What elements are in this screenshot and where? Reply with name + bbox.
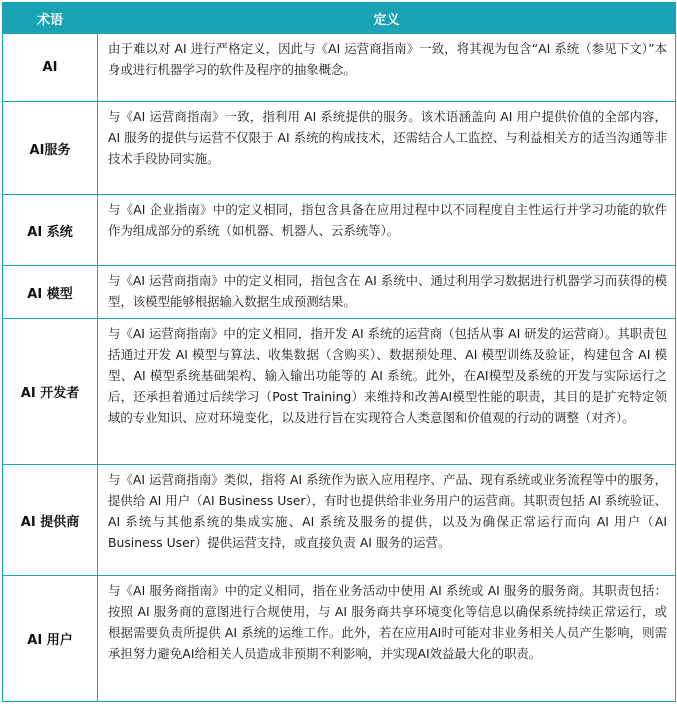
definition-cell: 与《AI 运营商指南》中的定义相同，指开发 AI 系统的运营商（包括从事 AI 研发的运营商）。其职责包括通过开发 AI 模型与算法、收集数据（含购买）、数据预处理、AI 模型训练及验证，构建包含 AI 模型、AI 模型系统基础架构、输入输出功能等的 AI 系统。此外，在AI模型及系统的开发与实际运行之后，还承担着通过后续学习（Post Training）来维持和改善AI模型性能的职责，其目的是扩充特定领域的专业知识、应对环境变化，以及进行旨在实现符合人类意图和价值观的行动的调整（对齐）。 bbox=[98, 319, 676, 465]
definition-cell: 由于难以对 AI 进行严格定义，因此与《AI 运营商指南》一致，将其视为包含“AI 系统（参见下文）”本身或进行机器学习的软件及程序的抽象概念。 bbox=[98, 34, 676, 102]
table-header-row bbox=[3, 3, 676, 34]
table-row bbox=[3, 102, 676, 195]
table-row bbox=[3, 195, 676, 266]
table-row bbox=[3, 34, 676, 102]
definition-cell: 与《AI 企业指南》中的定义相同，指包含具备在应用过程中以不同程度自主性运行并学习功能的软件作为组成部分的系统（如机器、机器人、云系统等）。 bbox=[98, 195, 676, 266]
term-cell: AI 模型 bbox=[3, 266, 98, 319]
term-cell: AI 开发者 bbox=[3, 319, 98, 465]
term-cell: AI服务 bbox=[3, 102, 98, 195]
definition-cell: 与《AI 运营商指南》一致，指利用 AI 系统提供的服务。该术语涵盖向 AI 用户提供价值的全部内容，AI 服务的提供与运营不仅限于 AI 系统的构成技术，还需结合人工监控、与利益相关方的适当沟通等非技术手段协同实施。 bbox=[98, 102, 676, 195]
term-cell: AI bbox=[3, 34, 98, 102]
definition-cell: 与《AI 运营商指南》中的定义相同，指包含在 AI 系统中、通过利用学习数据进行机器学习而获得的模型，该模型能够根据输入数据生成预测结果。 bbox=[98, 266, 676, 319]
definition-cell: 与《AI 运营商指南》类似，指将 AI 系统作为嵌入应用程序、产品、现有系统或业务流程等中的服务，提供给 AI 用户（AI Business User），有时也提供给非业务用户的运营商。其职责包括 AI 系统验证、AI 系统与其他系统的集成实施、AI 系统及服务的提供，以及为确保正常运行而向 AI 用户（AI Business User）提供运营支持，或直接负责 AI 服务的运营。 bbox=[98, 465, 676, 576]
definition-cell: 与《AI 服务商指南》中的定义相同，指在业务活动中使用 AI 系统或 AI 服务的服务商。其职责包括：按照 AI 服务商的意图进行合规使用，与 AI 服务商共享环境变化等信息以确保系统持续正常运行，或根据需要负责所提供 AI 系统的运维工作。此外，若在应用AI时可能对非业务相关人员产生影响，则需承担努力避免AI给相关人员造成非预期不利影响，并实现AI效益最大化的职责。 bbox=[98, 576, 676, 702]
definition-column-header: 定义 bbox=[98, 3, 676, 34]
table-row bbox=[3, 319, 676, 465]
terms-definition-table bbox=[2, 2, 676, 702]
term-cell: AI 用户 bbox=[3, 576, 98, 702]
term-column-header: 术语 bbox=[3, 3, 98, 34]
term-cell: AI 提供商 bbox=[3, 465, 98, 576]
table-row bbox=[3, 576, 676, 702]
table-row bbox=[3, 465, 676, 576]
term-cell: AI 系统 bbox=[3, 195, 98, 266]
table-row bbox=[3, 266, 676, 319]
